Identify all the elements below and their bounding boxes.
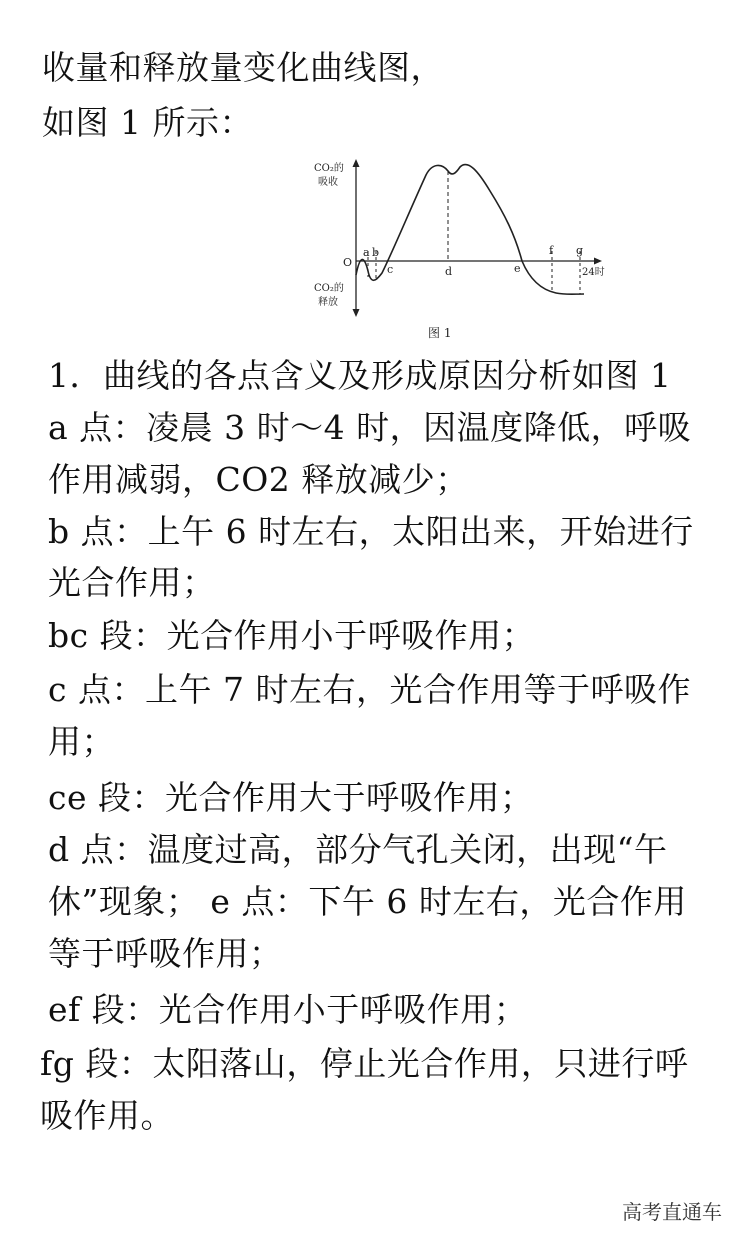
- x-axis-label: 24时: [582, 267, 605, 278]
- watermark: 高考直通车: [622, 1200, 722, 1224]
- body-line-2: a 点：凌晨 3 时～4 时，因温度降低，呼吸: [48, 408, 692, 447]
- y-label-top-2: 吸收: [318, 177, 338, 188]
- figure-caption: 图 1: [428, 326, 452, 340]
- body-line-15: 吸作用。: [40, 1096, 174, 1135]
- y-label-bottom-2: 释放: [318, 297, 338, 308]
- y-label-bottom-1: CO₂的: [314, 283, 344, 294]
- point-label-e: e: [514, 262, 521, 275]
- x-axis-arrow: [594, 258, 602, 265]
- origin-label: O: [343, 256, 353, 269]
- body-line-10: d 点：温度过高，部分气孔关闭，出现“午: [48, 830, 668, 869]
- body-line-4: b 点：上午 6 时左右，太阳出来，开始进行: [48, 512, 694, 551]
- body-line-13: ef 段：光合作用小于呼吸作用；: [48, 990, 528, 1029]
- body-line-14: fg 段：太阳落山，停止光合作用，只进行呼: [40, 1044, 689, 1083]
- header-line-2: 如图 1 所示：: [42, 103, 253, 142]
- body-line-3: 作用减弱，CO2 释放减少；: [48, 460, 469, 499]
- co2-curve-figure: [300, 155, 620, 345]
- body-line-1: 1．曲线的各点含义及形成原因分析如图 1: [48, 356, 672, 395]
- y-axis-arrow-top: [353, 159, 360, 167]
- point-label-a: a: [363, 246, 370, 259]
- body-line-6: bc 段：光合作用小于呼吸作用；: [48, 616, 536, 655]
- point-label-d: d: [445, 265, 453, 278]
- body-line-7: c 点：上午 7 时左右，光合作用等于呼吸作: [48, 670, 691, 709]
- point-label-c: c: [387, 263, 394, 276]
- body-line-9: ce 段：光合作用大于呼吸作用；: [48, 778, 534, 817]
- point-label-b: b: [372, 246, 380, 259]
- y-axis-arrow-bottom: [353, 309, 360, 317]
- header-line-1: 收量和释放量变化曲线图，: [42, 48, 444, 87]
- body-line-11: 休”现象； e 点：下午 6 时左右，光合作用: [48, 882, 687, 921]
- body-line-12: 等于呼吸作用；: [48, 934, 283, 973]
- y-label-top-1: CO₂的: [314, 163, 344, 174]
- body-line-8: 用；: [48, 722, 115, 761]
- point-label-g: g: [576, 244, 584, 257]
- point-label-f: f: [549, 244, 554, 257]
- body-line-5: 光合作用；: [48, 563, 216, 602]
